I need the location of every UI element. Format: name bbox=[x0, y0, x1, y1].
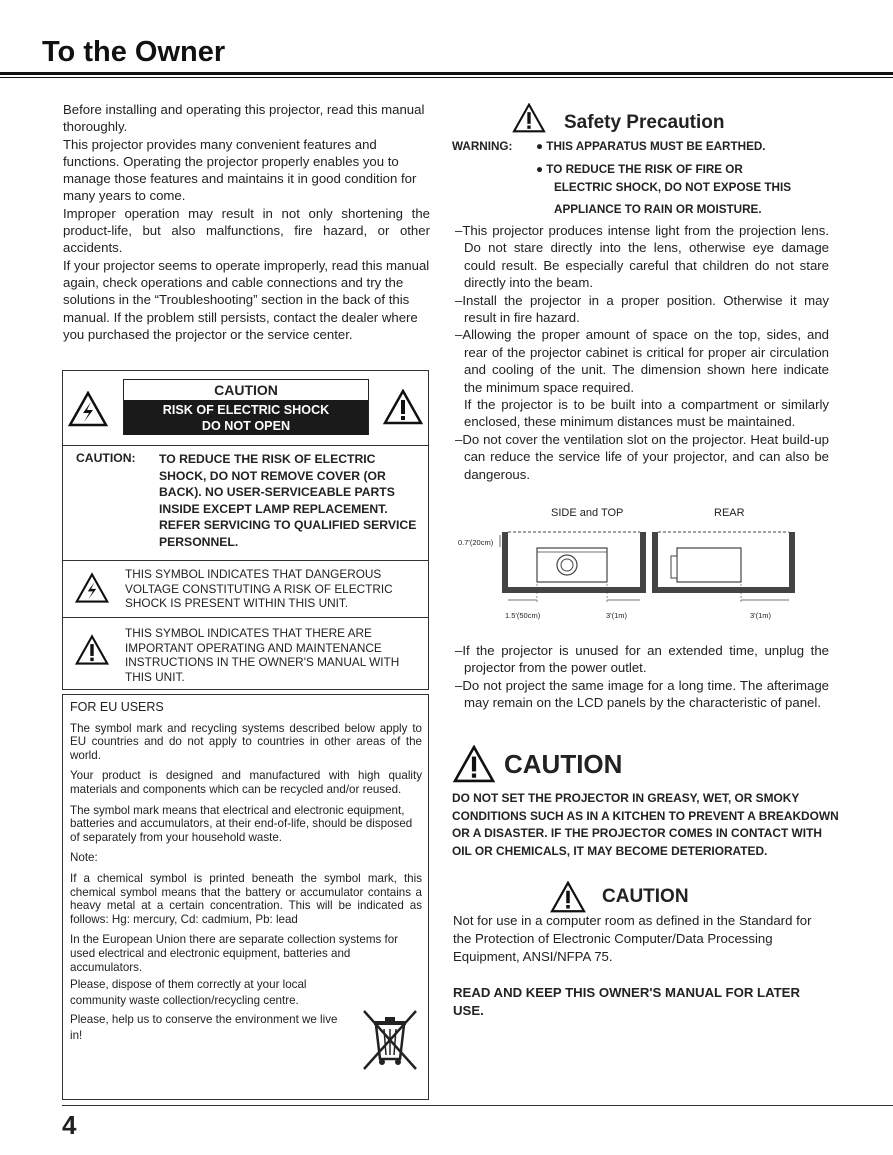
warning-line: ● TO REDUCE THE RISK OF FIRE OR bbox=[536, 163, 743, 176]
safety-item: –If the projector is unused for an extended time, unplug the projector from the power outlet. bbox=[455, 643, 829, 676]
safety-title: Safety Precaution bbox=[564, 112, 725, 133]
eu-paragraph: Please, dispose of them correctly at your local community waste collection/recycling centre. bbox=[70, 978, 307, 1008]
safety-item: If the projector is to be built into a compartment or similarly enclosed, these minimum distances must be maintained. bbox=[464, 397, 829, 430]
intro-text bbox=[63, 101, 430, 343]
eu-users-box bbox=[62, 694, 429, 1100]
diagram-label-side: SIDE and TOP bbox=[551, 507, 624, 519]
dimension-top: 0.7'(20cm) bbox=[458, 538, 494, 547]
warning-line: APPLIANCE TO RAIN OR MOISTURE. bbox=[554, 203, 762, 216]
caution-header-title: CAUTION bbox=[214, 382, 278, 398]
safety-item: –This projector produces intense light from the projection lens. Do not stare directly into the lens, otherwise eye damage could result. Be especially careful that children do not stare directly into the beam. bbox=[455, 223, 829, 291]
safety-item: –Do not cover the ventilation slot on the projector. Heat build-up can reduce the service life of your projector, and can also be dangerous. bbox=[455, 431, 829, 482]
page-title: To the Owner bbox=[42, 36, 226, 68]
title-rule-thin bbox=[0, 77, 893, 78]
title-rule bbox=[0, 72, 893, 75]
safety-item: –Install the projector in a proper position. Otherwise it may result in fire hazard. bbox=[455, 292, 829, 326]
intro-paragraph: This projector provides many convenient features and functions. Operating the projector properly enables you to manage those features and maintains it in good condition for many years to come. bbox=[63, 136, 417, 204]
caution-text: TO REDUCE THE RISK OF ELECTRIC SHOCK, DO NOT REMOVE COVER (OR BACK). NO USER-SERVICEABLE PARTS INSIDE EXCEPT LAMP REPLACEMENT. REFER SERVICING TO QUALIFIED SERVICE PERSONNEL. bbox=[159, 452, 417, 549]
caution-warning-icon bbox=[550, 881, 586, 913]
read-notice: READ AND KEEP THIS OWNER'S MANUAL FOR LATER USE. bbox=[453, 985, 800, 1018]
caution-warning-icon bbox=[452, 745, 496, 783]
safety-list bbox=[455, 222, 829, 483]
dimension-front: 3'(1m) bbox=[606, 611, 628, 620]
caution-title: CAUTION bbox=[602, 886, 689, 907]
safety-item: –Allowing the proper amount of space on the top, sides, and rear of the projector cabinet is critical for proper air circulation and cooling of the unit. The dimension shown here indicate the minimum space required. bbox=[455, 327, 829, 395]
intro-paragraph: Before installing and operating this projector, read this manual thoroughly. bbox=[63, 102, 425, 135]
eu-title: FOR EU USERS bbox=[70, 700, 164, 714]
symbol-description: THIS SYMBOL INDICATES THAT DANGEROUS VOLTAGE CONSTITUTING A RISK OF ELECTRIC SHOCK IS PRESENT WITHIN THIS UNIT. bbox=[125, 567, 393, 611]
intro-paragraph: If your projector seems to operate improperly, read this manual again, check operations and cable connections and try the solutions in the “Troubleshooting” section in the back of this manual. If the problem still persists, contact the dealer where you purchased the projector or the service center. bbox=[63, 257, 430, 342]
caution-title: CAUTION bbox=[504, 749, 623, 779]
diagram-label-rear: REAR bbox=[714, 507, 745, 519]
intro-paragraph: Improper operation may result in not only shortening the product-life, but also malfunctions, fire hazard, or other accidents. bbox=[63, 205, 430, 256]
electric-shock-warning-icon bbox=[68, 391, 108, 427]
divider bbox=[63, 445, 428, 446]
exclamation-symbol-icon bbox=[75, 634, 109, 666]
footer-rule bbox=[62, 1105, 893, 1106]
exclamation-warning-icon bbox=[383, 389, 423, 425]
warning-line: ELECTRIC SHOCK, DO NOT EXPOSE THIS bbox=[554, 181, 792, 194]
caution-label: CAUTION: bbox=[76, 451, 136, 465]
eu-paragraph: If a chemical symbol is printed beneath the symbol mark, this chemical symbol means that the battery or accumulator contains a heavy metal at a certain concentration. This will be indicated as follows: Hg: mercury, Cd: cadmium, Pb: lead bbox=[70, 871, 422, 926]
divider bbox=[63, 617, 428, 618]
dimension-side: 1.5'(50cm) bbox=[505, 611, 541, 620]
warning-label: WARNING: bbox=[452, 140, 513, 153]
safety-list-continued bbox=[455, 642, 829, 712]
recycle-bin-crossed-icon bbox=[360, 1007, 420, 1073]
eu-paragraph: In the European Union there are separate collection systems for used electrical and electronic equipment, batteries and accumulators. bbox=[70, 933, 399, 974]
caution-text: DO NOT SET THE PROJECTOR IN GREASY, WET, OR SMOKY CONDITIONS SUCH AS IN A KITCHEN TO PREVENT A BREAKDOWN OR A DISASTER. IF THE PROJECTOR COMES IN CONTACT WITH OIL OR CHEMICALS, IT MAY BECOME DETERIORATED. bbox=[452, 791, 839, 858]
divider bbox=[63, 560, 428, 561]
eu-paragraph: The symbol mark means that electrical and electronic equipment, batteries and accumulators, at their end-of-life, should be disposed of separately from your household waste. bbox=[70, 803, 413, 844]
symbol-description: THIS SYMBOL INDICATES THAT THERE ARE IMPORTANT OPERATING AND MAINTENANCE INSTRUCTIONS IN THE OWNER'S MANUAL WITH THIS UNIT. bbox=[125, 626, 400, 684]
electric-shock-symbol-icon bbox=[75, 572, 109, 604]
risk-line: DO NOT OPEN bbox=[201, 419, 291, 433]
risk-banner bbox=[124, 400, 368, 435]
eu-paragraph: Your product is designed and manufactured with high quality materials and components which can be recycled and/or reused. bbox=[70, 769, 422, 796]
caution-header bbox=[123, 379, 369, 435]
safety-warning-icon bbox=[512, 103, 546, 133]
risk-line: RISK OF ELECTRIC SHOCK bbox=[162, 403, 330, 417]
page-number: 4 bbox=[62, 1110, 77, 1140]
dimension-rear: 3'(1m) bbox=[750, 611, 772, 620]
eu-paragraph: The symbol mark and recycling systems described below apply to EU countries and do not apply to countries in other areas of the world. bbox=[70, 721, 422, 762]
caution-text: Not for use in a computer room as defined in the Standard for the Protection of Electronic Computer/Data Processing Equipment, ANSI/NFPA 75. bbox=[453, 913, 812, 964]
safety-item: –Do not project the same image for a long time. The afterimage may remain on the LCD panels by the characteristic of panel. bbox=[455, 677, 829, 711]
caution-box bbox=[62, 370, 429, 690]
eu-paragraph: Please, help us to conserve the environment we live in! bbox=[70, 1013, 338, 1043]
warning-line: ● THIS APPARATUS MUST BE EARTHED. bbox=[536, 140, 766, 153]
eu-note: Note: bbox=[70, 851, 98, 865]
